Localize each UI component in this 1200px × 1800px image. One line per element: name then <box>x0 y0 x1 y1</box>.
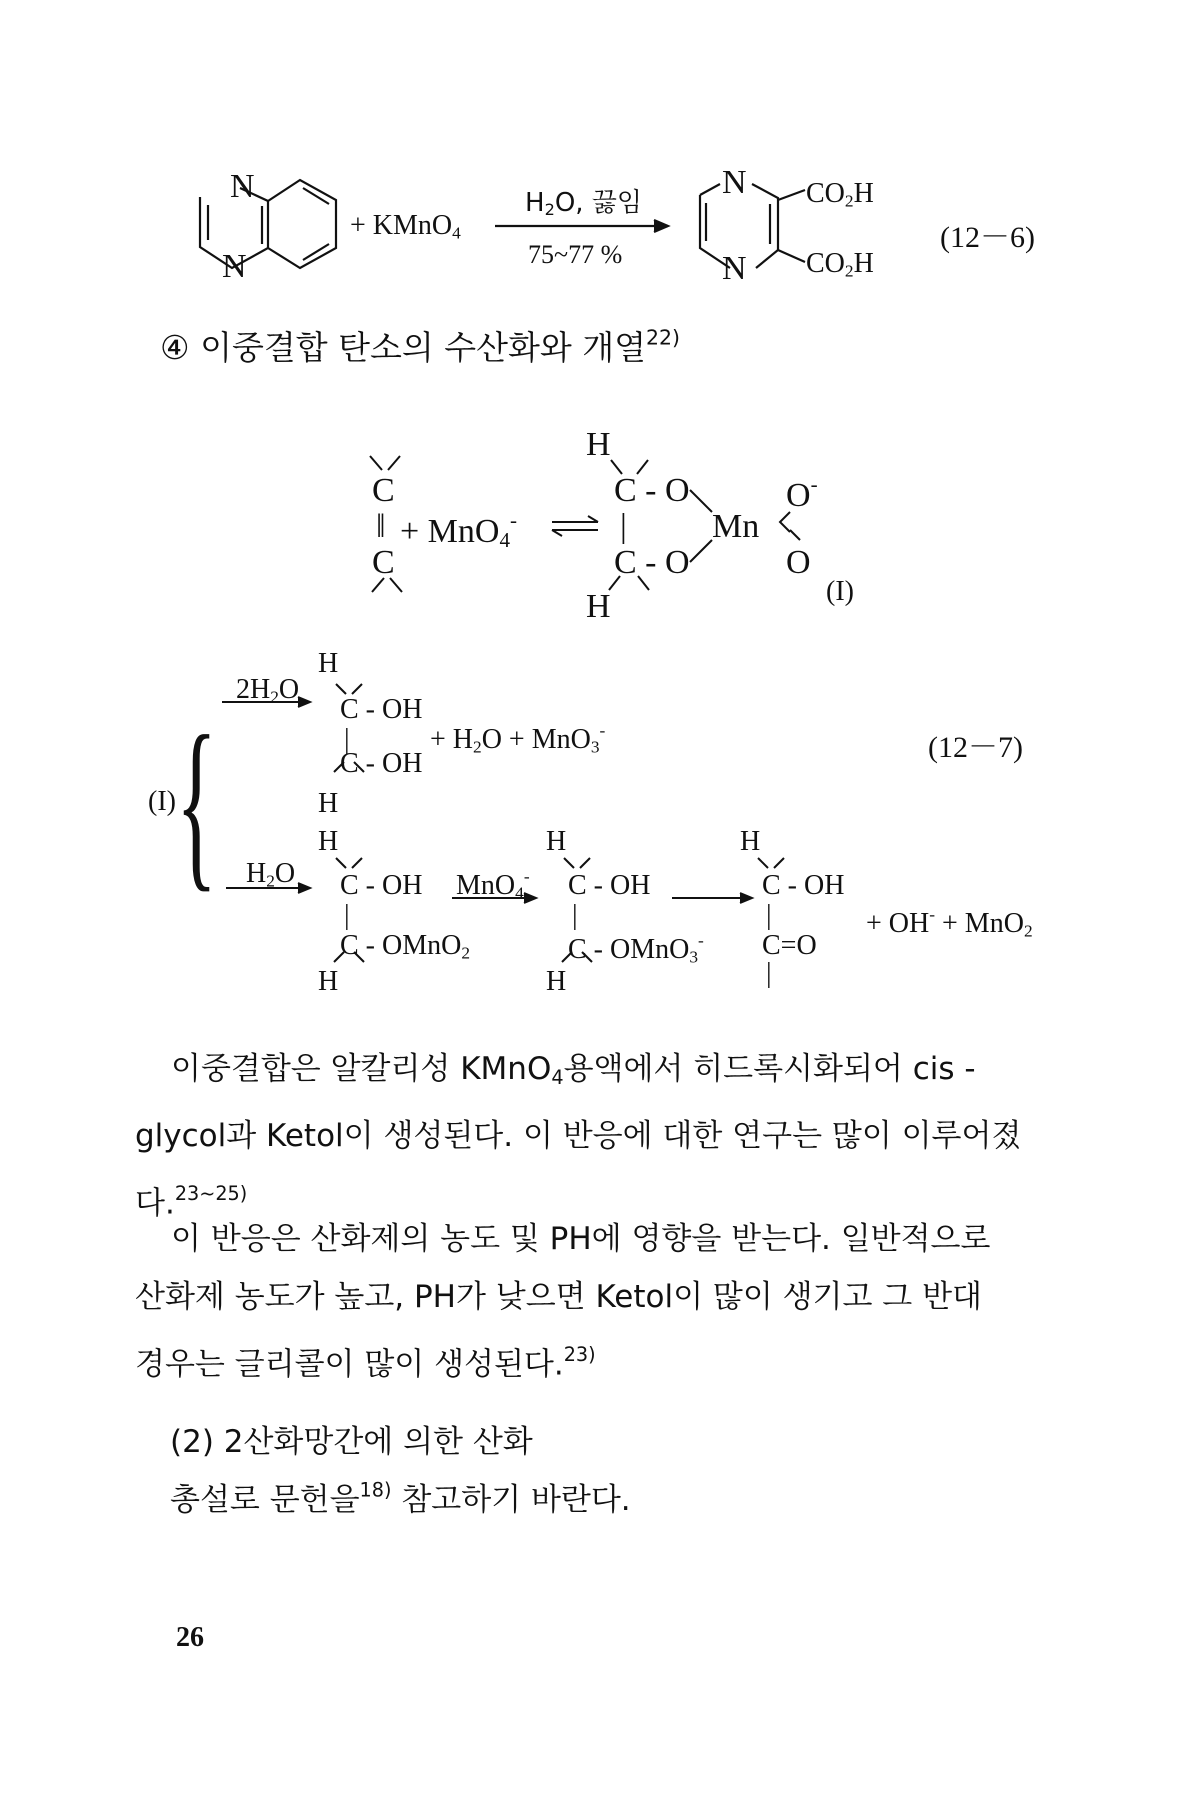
ester-h-top: H <box>318 826 339 857</box>
ester2-carbon-top: C - OH <box>568 870 651 901</box>
upper-arrow-reagent: $2H_2O$ <box>236 674 300 707</box>
double-bond: ‖ <box>376 508 386 545</box>
oxide-bottom: O <box>786 544 811 581</box>
paragraph-1-line-2: glycol과 Ketol이 생성된다. 이 반응에 대한 연구는 많이 이루어졌 <box>135 1117 1022 1154</box>
upper-byproducts: + $H_2O + MnO_3^-$ <box>430 721 606 757</box>
glycol-carbon-top: C - OH <box>340 694 423 725</box>
ketol-h-top: H <box>740 826 761 857</box>
manganese-center: Mn <box>712 508 760 545</box>
heading-text: 이중결합 탄소의 수산화와 개열 <box>200 328 646 367</box>
ester-h-bottom: H <box>318 966 339 997</box>
permanganate-ion: + MnO$_4$- <box>400 508 518 553</box>
paragraph-2-line-2: 산화제 농도가 높고, PH가 낮으면 Ketol이 많이 생기고 그 반대 <box>135 1279 982 1315</box>
carboxyl-group-top: $CO_2H$ <box>806 178 874 211</box>
condition-bottom: 75~77 % <box>528 240 623 269</box>
complex-h-bottom: H <box>586 588 611 625</box>
carboxyl-group-bottom: $CO_2H$ <box>806 248 874 281</box>
paragraph-1 <box>135 1040 1055 1232</box>
alkene-carbon-top: C <box>372 472 395 509</box>
ketol-tail-bond: | <box>766 958 772 989</box>
page-number: 26 <box>176 1622 204 1653</box>
branch-brace: { <box>176 698 218 908</box>
paragraph-2-line-3: 경우는 글리콜이 많이 생성된다.$^{23)}$ <box>135 1343 596 1383</box>
ring-nitrogen-top: N <box>230 168 255 205</box>
intermediate-label: (I) <box>826 576 854 607</box>
section-2-heading: (2) 2산화망간에 의한 산화 <box>170 1424 533 1460</box>
ketol-carbon-top: C - OH <box>762 870 845 901</box>
glycol-h-top: H <box>318 648 339 679</box>
complex-carbon-oxygen-top: C - O <box>614 472 690 509</box>
ketol-single-bond: | <box>766 900 772 931</box>
complex-carbon-oxygen-bottom: C - O <box>614 544 690 581</box>
ester-carbon-top: C - OH <box>340 870 423 901</box>
ester2-h-bottom: H <box>546 966 567 997</box>
equation-number: (12－7) <box>928 731 1023 764</box>
product-nitrogen-bottom: N <box>722 250 747 287</box>
complex-single-bond: | <box>620 508 627 545</box>
reagent-kmno4: + KMnO$_4$ <box>350 210 461 243</box>
lower-arrow-reagent: $H_2O$ <box>246 858 296 891</box>
ketol-carbonyl: C=O <box>762 930 817 961</box>
reference-marker: 18) <box>359 1478 392 1502</box>
final-byproducts: + OH- + MnO$_2$ <box>866 905 1033 941</box>
paragraph-1-line-3: 다.$^{23\sim 25)}$ <box>135 1181 248 1222</box>
glycol-h-bottom: H <box>318 788 339 819</box>
ring-nitrogen-bottom: N <box>222 248 247 285</box>
alkene-carbon-bottom: C <box>372 544 395 581</box>
reference-marker: 22) <box>645 325 680 350</box>
ester2-h-top: H <box>546 826 567 857</box>
ester-carbon-bottom: C - OMnO$_2$ <box>340 930 471 963</box>
arrow-reagent-permanganate: MnO$_4$- <box>456 867 530 903</box>
paragraph-2 <box>135 1210 1055 1393</box>
product-nitrogen-top: N <box>722 164 747 201</box>
ester2-carbon-bottom: C - OMnO$_3$- <box>568 931 704 967</box>
oxide-top: O- <box>786 472 818 514</box>
glycol-single-bond: | <box>344 724 350 755</box>
section-2-body: 총설로 문헌을$^{18)}$ 참고하기 바란다. <box>170 1478 631 1518</box>
glycol-carbon-bottom: C - OH <box>340 748 423 779</box>
ester-single-bond: | <box>344 900 350 931</box>
equation-number: (12－6) <box>940 221 1035 254</box>
start-intermediate: (I) <box>148 786 176 817</box>
circled-number-icon: ④ <box>160 328 190 367</box>
complex-h-top: H <box>586 426 611 463</box>
ester2-single-bond: | <box>572 900 578 931</box>
paragraph-1-line-1: 이중결합은 알칼리성 KMnO$_4$용액에서 히드록시화되어 cis - <box>171 1051 976 1089</box>
condition-top: $H_2O$, 끓임 <box>525 188 643 220</box>
paragraph-2-line-1: 이 반응은 산화제의 농도 및 PH에 영향을 받는다. 일반적으로 <box>171 1221 991 1257</box>
